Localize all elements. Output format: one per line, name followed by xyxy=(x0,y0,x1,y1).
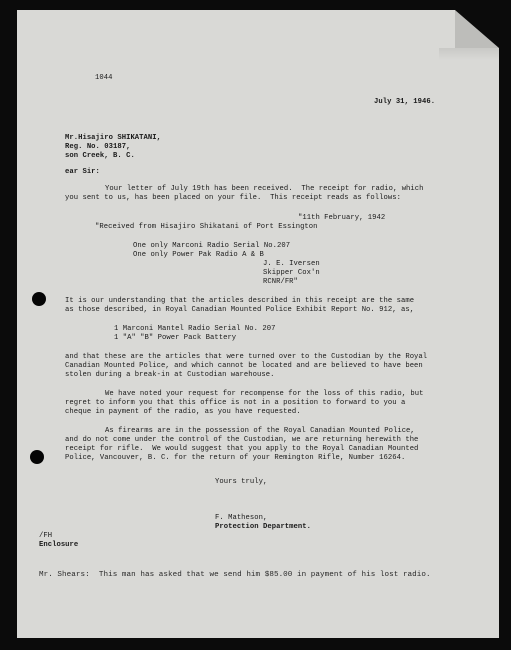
enclosure-note: Enclosure xyxy=(39,541,79,549)
receipt-signer-title: Skipper Cox'n xyxy=(263,269,320,277)
signature-department: Protection Department. xyxy=(215,523,311,531)
typist-initials: /FH xyxy=(39,532,53,540)
folded-corner-shadow xyxy=(439,48,499,60)
punch-hole xyxy=(32,292,46,306)
receipt-item: One only Power Pak Radio A & B xyxy=(133,251,264,259)
receipt-item: One only Marconi Radio Serial No.207 xyxy=(133,242,291,250)
salutation: ear Sir: xyxy=(65,168,100,176)
punch-hole xyxy=(30,450,44,464)
letter-date: July 31, 1946. xyxy=(374,98,436,106)
signature-name: F. Matheson, xyxy=(215,514,268,522)
exhibit-item: 1 Marconi Mantel Radio Serial No. 207 xyxy=(114,325,276,333)
paragraph1-line: you sent to us, has been placed on your file. This receipt reads as follows: xyxy=(65,194,401,202)
paragraph3-line: stolen during a break-in at Custodian warehouse. xyxy=(65,371,275,379)
folded-corner xyxy=(455,10,499,48)
paragraph5-line: As firearms are in the possession of the Royal Canadian Mounted Police, xyxy=(105,427,415,435)
paragraph2-line: as those described, in Royal Canadian Mounted Police Exhibit Report No. 912, as, xyxy=(65,306,415,314)
receipt-signer: J. E. Iversen xyxy=(263,260,320,268)
handwritten-note: Mr. Shears: This man has asked that we send him $85.00 in payment of his lost radio. xyxy=(39,571,431,579)
closing: Yours truly, xyxy=(215,478,268,486)
receipt-signer-unit: RCNR/FR" xyxy=(263,278,298,286)
paragraph1-line: Your letter of July 19th has been received. The receipt for radio, which xyxy=(105,185,424,193)
file-number: 1044 xyxy=(95,74,113,82)
letter-page xyxy=(17,10,499,638)
paragraph3-line: and that these are the articles that were turned over to the Custodian by the Royal xyxy=(65,353,428,361)
paragraph4-line: regret to inform you that this office is not in a position to forward to you a xyxy=(65,399,406,407)
paragraph4-line: We have noted your request for recompense for the loss of this radio, but xyxy=(105,390,424,398)
recipient-name: Mr.Hisajiro SHIKATANI, xyxy=(65,134,161,142)
paragraph5-line: and do not come under the control of the Custodian, we are returning herewith the xyxy=(65,436,419,444)
paragraph2-line: It is our understanding that the articles described in this receipt are the same xyxy=(65,297,415,305)
paragraph3-line: Canadian Mounted Police, and which cannot be located and are believed to have been xyxy=(65,362,423,370)
recipient-address: son Creek, B. C. xyxy=(65,152,135,160)
exhibit-item: 1 "A" "B" Power Pack Battery xyxy=(114,334,237,342)
paragraph5-line: receipt for rifle. We would suggest that you apply to the Royal Canadian Mounted xyxy=(65,445,419,453)
receipt-received-from: "Received from Hisajiro Shikatani of Port Essington xyxy=(95,223,318,231)
paragraph4-line: cheque in payment of the radio, as you have requested. xyxy=(65,408,301,416)
paragraph5-line: Police, Vancouver, B. C. for the return of your Remington Rifle, Number 16264. xyxy=(65,454,406,462)
receipt-date: "11th February, 1942 xyxy=(298,214,386,222)
recipient-reg-no: Reg. No. 03187, xyxy=(65,143,131,151)
